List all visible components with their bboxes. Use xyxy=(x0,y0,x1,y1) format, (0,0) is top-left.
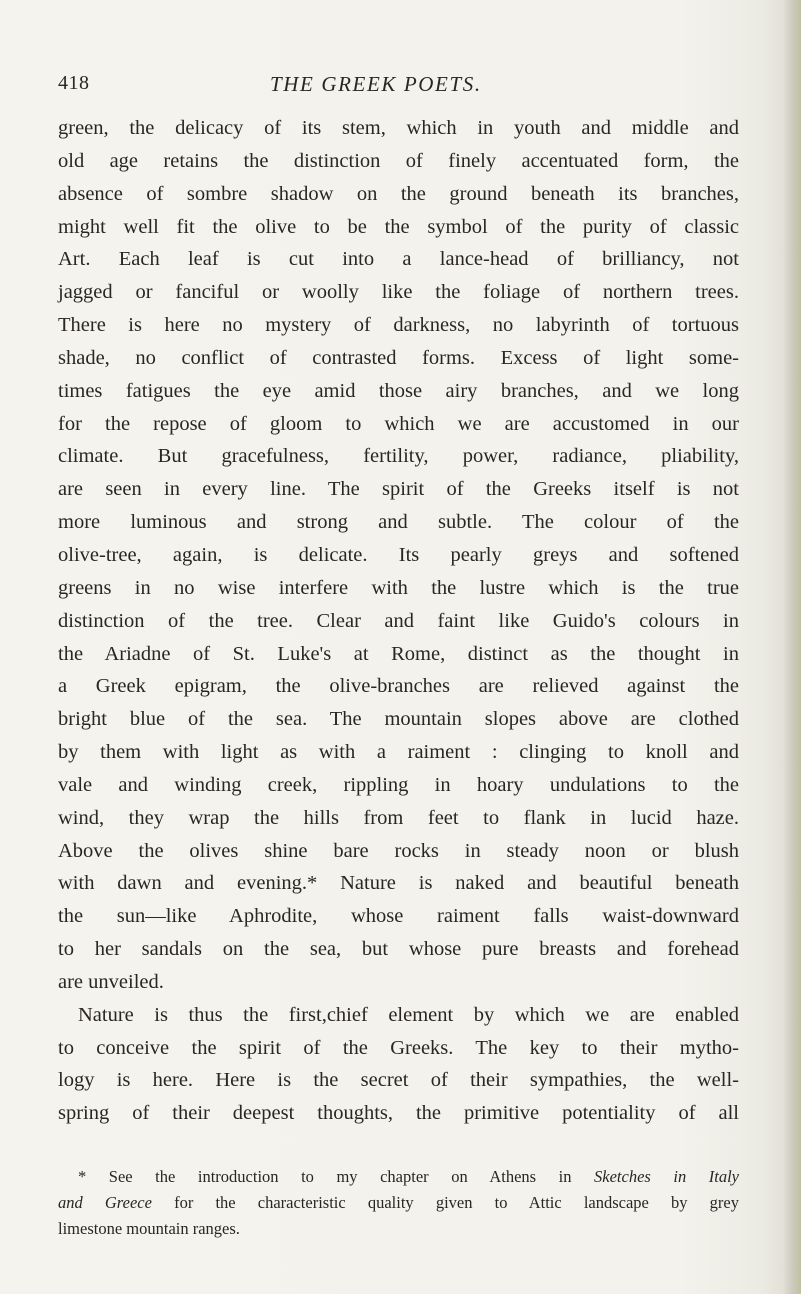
body-text xyxy=(58,112,739,1130)
text-line: with dawn and evening.* Nature is naked and beautiful beneath xyxy=(58,872,739,895)
text-line: by them with light as with a raiment : clinging to knoll and xyxy=(58,741,739,764)
text-line: might well fit the olive to be the symbol of the purity of classic xyxy=(58,215,739,238)
text-line: the sun—like Aphrodite, whose raiment falls waist-downward xyxy=(58,905,739,928)
footnote-book-title: and Greece xyxy=(58,1193,152,1212)
text-line: distinction of the tree. Clear and faint like Guido's colours in xyxy=(58,609,739,632)
text-line: times fatigues the eye amid those airy branches, and we long xyxy=(58,379,739,402)
text-line: vale and winding creek, rippling in hoary undulations to the xyxy=(58,773,739,796)
text-line: to conceive the spirit of the Greeks. The key to their mytho- xyxy=(58,1036,739,1059)
text-line: to her sandals on the sea, but whose pure breasts and forehead xyxy=(58,938,739,961)
text-line: bright blue of the sea. The mountain slopes above are clothed xyxy=(58,708,739,731)
text-line: more luminous and strong and subtle. The colour of the xyxy=(58,511,739,534)
paragraph-end-line: are unveiled. xyxy=(58,970,164,993)
text-line: green, the delicacy of its stem, which in youth and middle and xyxy=(58,117,739,139)
footnote-line: limestone mountain ranges. xyxy=(58,1219,240,1238)
footnote-text: * See the introduction to my chapter on Athens in xyxy=(78,1167,595,1186)
text-line: wind, they wrap the hills from feet to flank in lucid haze. xyxy=(58,806,739,829)
text-line: Above the olives shine bare rocks in steady noon or blush xyxy=(58,839,739,862)
text-line: Art. Each leaf is cut into a lance-head of brilliancy, not xyxy=(58,248,739,271)
footnote-book-title: Sketches in Italy xyxy=(594,1167,740,1186)
text-line: olive-tree, again, is delicate. Its pearly greys and softened xyxy=(58,543,739,566)
running-head: THE GREEK POETS. xyxy=(270,72,482,96)
text-line: logy is here. Here is the secret of their sympathies, the well- xyxy=(58,1069,739,1092)
text-line: greens in no wise interfere with the lustre which is the true xyxy=(58,576,739,599)
page-header xyxy=(58,72,741,102)
text-line: spring of their deepest thoughts, the primitive potentiality of all xyxy=(58,1102,739,1125)
text-line: old age retains the distinction of finely accentuated form, the xyxy=(58,149,739,172)
text-line: the Ariadne of St. Luke's at Rome, distinct as the thought in xyxy=(58,642,739,665)
text-line: There is here no mystery of darkness, no labyrinth of tortuous xyxy=(58,314,739,337)
text-line: for the repose of gloom to which we are accustomed in our xyxy=(58,412,739,435)
footnote-text: for the characteristic quality given to Attic landscape by grey xyxy=(151,1193,739,1212)
footnote-line xyxy=(58,1164,739,1190)
text-line: are seen in every line. The spirit of the Greeks itself is not xyxy=(58,478,739,501)
page-edge-shadow xyxy=(783,0,801,1294)
text-line: a Greek epigram, the olive-branches are relieved against the xyxy=(58,675,739,698)
footnote-line xyxy=(58,1190,739,1216)
text-line: absence of sombre shadow on the ground beneath its branches, xyxy=(58,182,739,205)
footnote xyxy=(58,1164,739,1242)
page-number: 418 xyxy=(58,72,90,94)
paragraph-start-line: Nature is thus the first,chief element by which we are enabled xyxy=(78,1003,739,1026)
text-line: jagged or fanciful or woolly like the foliage of northern trees. xyxy=(58,281,739,304)
text-line: shade, no conflict of contrasted forms. Excess of light some- xyxy=(58,346,739,369)
text-line: climate. But gracefulness, fertility, power, radiance, pliability, xyxy=(58,445,739,468)
